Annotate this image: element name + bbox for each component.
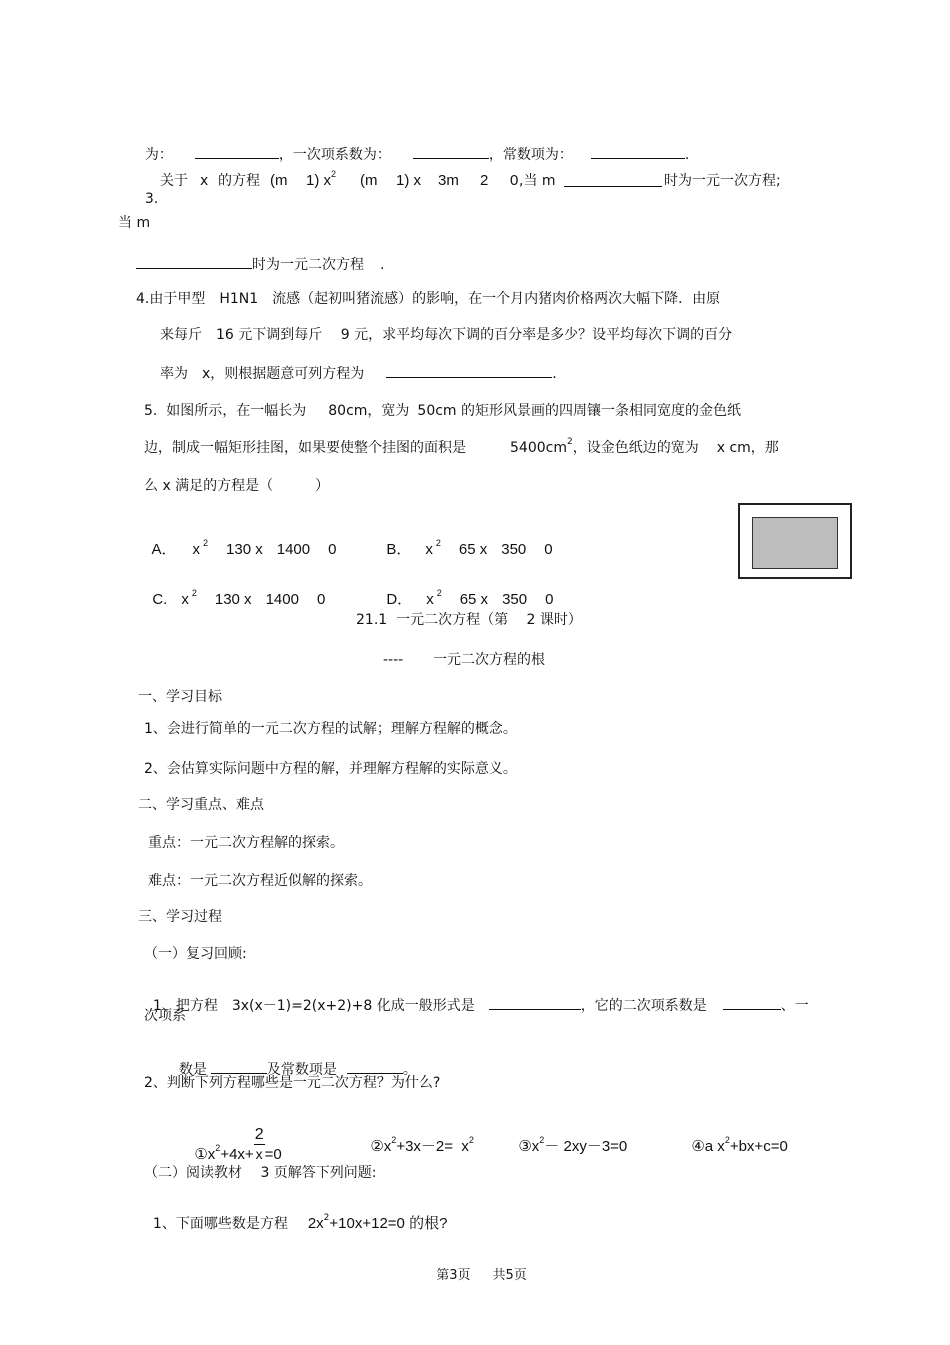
option-d[interactable]: D． x $^2$ 65 x 350 0 <box>386 588 554 608</box>
q3-linear-text: 时为一元一次方程; <box>664 173 781 189</box>
section-process: 三、学习过程 <box>138 909 222 925</box>
part-reading: （二）阅读教材 3 页解答下列问题: <box>144 1165 377 1181</box>
equation-4: ④a $x^2+bx+c=0$ <box>691 1135 788 1155</box>
q3-text2: 的方程 <box>218 173 260 189</box>
option-c[interactable]: C. x $^2$ 130 x 1400 0 <box>152 588 326 608</box>
review-q1-line3: 数是 及常数项是 。 <box>170 1041 417 1079</box>
q5-line1: 5. 如图所示，在一幅长为 80cm，宽为 50cm 的矩形风景画的四周镶一条相同宽度的金色纸 <box>144 403 742 419</box>
q3-eq-part: 1) x <box>396 172 422 189</box>
answer-blank[interactable] <box>136 254 252 269</box>
answer-blank[interactable] <box>591 144 685 159</box>
q2-quadratic-label: 为： <box>144 147 173 163</box>
q2-constant-label: ，常数项为： <box>488 147 573 163</box>
focus-key: 重点：一元二次方程解的探索。 <box>148 835 344 851</box>
answer-blank[interactable] <box>489 995 581 1010</box>
review-q1-line1: 1、把方程 3x(x－1)=2(x+2)+8 化成一般形式是 ，它的二次项系数是 、一 <box>144 977 809 1015</box>
q2-linear-label: ，一次项系数为： <box>278 147 391 163</box>
section-goals: 一、学习目标 <box>138 689 222 705</box>
answer-blank[interactable] <box>723 995 781 1010</box>
q4-line2: 来每斤 16 元下调到每斤 9 元，求平均每次下调的百分率是多少？设平均每次下调的百分 <box>160 327 733 343</box>
section-focus: 二、学习重点、难点 <box>138 797 264 813</box>
goal-2: 2、会估算实际问题中方程的解，并理解方程解的实际意义。 <box>144 761 517 777</box>
lesson-title: 21.1 一元二次方程（第 2 课时） <box>356 612 582 628</box>
q3-line3: 时为一元二次方程 . <box>136 254 384 274</box>
review-q1-line2: 次项系 <box>144 1008 186 1024</box>
option-a[interactable]: A． x $^2$ 130 x 1400 0 <box>151 538 337 558</box>
q3-line1 <box>136 172 158 208</box>
fraction-2-over-x: $\frac{2}{x}$ <box>254 1126 264 1162</box>
q3-eq-part: (m <box>270 172 288 189</box>
review-q2: 2、判断下列方程哪些是一元二次方程？为什么? <box>144 1075 441 1091</box>
answer-blank[interactable] <box>211 1059 267 1074</box>
q3-blank1[interactable] <box>564 172 662 192</box>
lesson-subtitle-dash: ---- <box>383 652 404 668</box>
option-b[interactable]: B． x $^2$ 65 x 350 0 <box>386 538 553 558</box>
answer-blank[interactable] <box>564 172 662 187</box>
option-label: C. <box>152 591 168 608</box>
option-label: D． <box>386 591 413 608</box>
q5-line3: 么 x 满足的方程是（ ） <box>144 478 330 494</box>
q3-line2: 当 m <box>118 215 151 231</box>
q3-eq-part: 2 <box>480 172 489 189</box>
q3-when-m: ,当 m <box>519 173 556 189</box>
answer-blank[interactable] <box>413 144 489 159</box>
q4-line3: 率为 x，则根据题意可列方程为 . <box>160 363 557 383</box>
picture-inner-rectangle <box>752 517 838 569</box>
q5-line2: 边，制成一幅矩形挂图，如果要使整个挂图的面积是 $5400cm^2$，设金色纸边的宽为 x cm，那 <box>144 437 779 456</box>
answer-blank[interactable] <box>195 144 279 159</box>
q3-number: 3. <box>144 191 159 207</box>
q3-eq-part: 1) $x^2$ <box>306 169 337 189</box>
answer-blank[interactable] <box>347 1059 403 1074</box>
q4-line1: 4.由于甲型 H1N1 流感（起初叫猪流感）的影响，在一个月内猪肉价格两次大幅下降．由原 <box>136 291 721 307</box>
equation-1: $①x_2+4x+$ $\frac{2}{x}$ =0 <box>194 1126 282 1164</box>
q2-tail-line: 为： ，一次项系数为： ，常数项为： . <box>136 126 689 164</box>
focus-difficulty: 难点：一元二次方程近似解的探索。 <box>148 873 372 889</box>
answer-blank[interactable] <box>386 363 552 378</box>
lesson-subtitle: 一元二次方程的根 <box>433 652 545 668</box>
part-review: （一）复习回顾: <box>144 946 247 962</box>
option-label: A． <box>151 541 177 558</box>
reading-q1: 1、下面哪些数是方程 $2x^2+10x+12=0$ 的根? <box>152 1213 448 1232</box>
q3-x: x <box>200 173 209 189</box>
q3-text1: 关于 <box>160 173 188 189</box>
framed-picture-figure <box>738 503 852 579</box>
equation-3: $③x^2- 2xy-3=0$ <box>518 1135 628 1155</box>
equation-2: $②x^2+3x-2= x^2$ <box>370 1135 474 1155</box>
q3-eq-part: (m <box>360 172 378 189</box>
option-label: B． <box>386 541 412 558</box>
q3-eq-part: 0 <box>510 172 519 189</box>
goal-1: 1、会进行简单的一元二次方程的试解；理解方程解的概念。 <box>144 721 517 737</box>
page-number: 第3页 共5页 <box>436 1268 527 1283</box>
q3-eq-part: 3m <box>438 172 459 189</box>
